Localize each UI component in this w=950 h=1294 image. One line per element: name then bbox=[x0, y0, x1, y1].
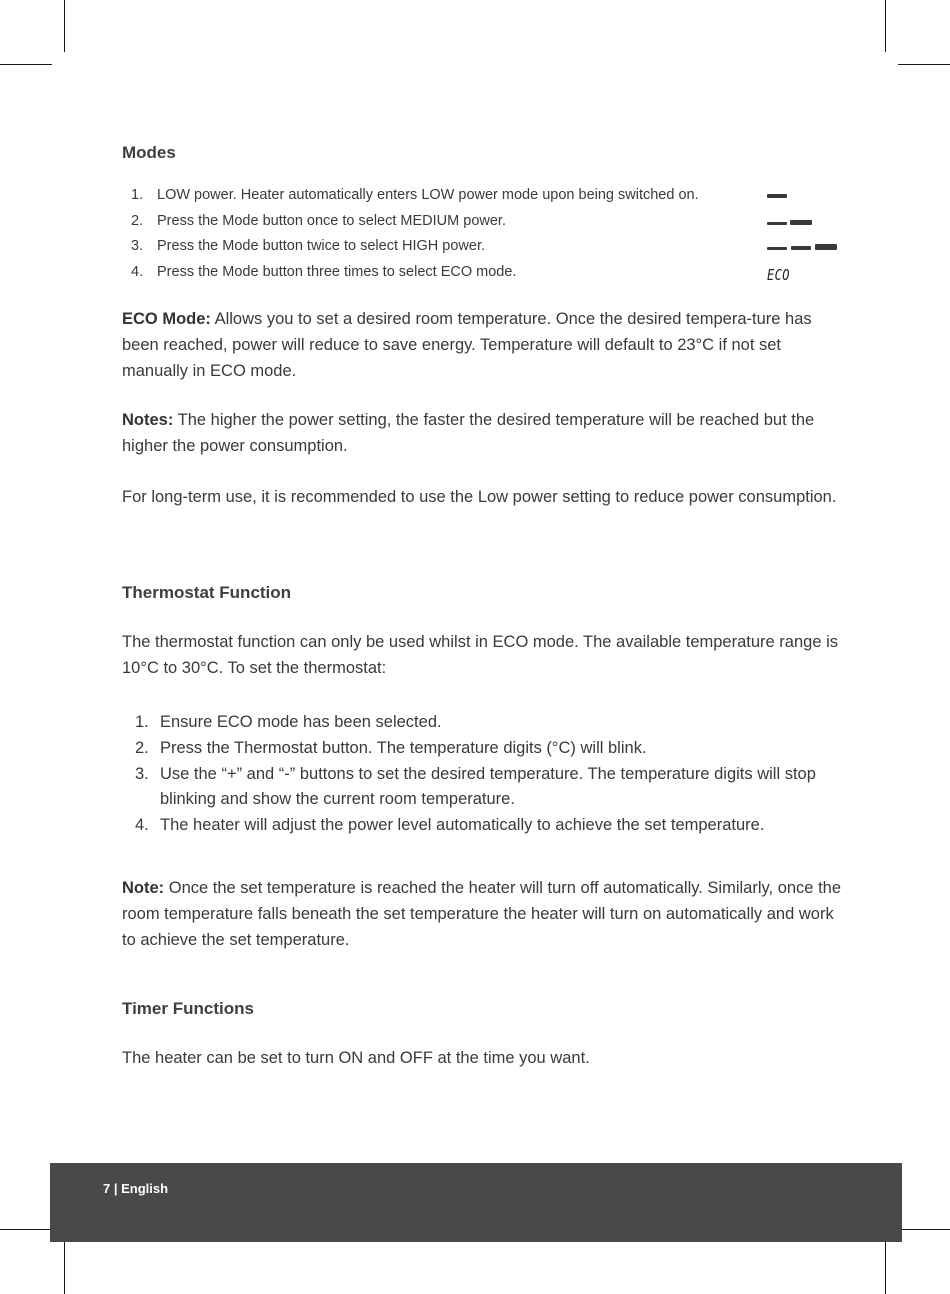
crop-mark bbox=[898, 64, 950, 65]
mode-item-medium bbox=[122, 209, 842, 235]
thermostat-heading: Thermostat Function bbox=[122, 583, 292, 602]
page-number: 7 bbox=[103, 1181, 111, 1196]
list-number: 3. bbox=[135, 764, 149, 783]
list-item bbox=[122, 813, 842, 839]
language-label: English bbox=[121, 1181, 169, 1196]
list-item bbox=[122, 736, 842, 762]
crop-mark bbox=[0, 1229, 52, 1230]
mode-item-high bbox=[122, 234, 842, 260]
timer-heading: Timer Functions bbox=[122, 999, 254, 1018]
mode-text: Press the Mode button three times to select ECO mode. bbox=[157, 263, 517, 280]
eco-mode-label: ECO Mode: bbox=[122, 310, 211, 328]
list-item bbox=[122, 710, 842, 736]
page-footer bbox=[50, 1163, 902, 1242]
thermostat-steps bbox=[122, 710, 842, 839]
list-number: 2. bbox=[135, 738, 149, 757]
note-label: Note: bbox=[122, 879, 165, 897]
long-term-paragraph: For long-term use, it is recommended to use the Low power setting to reduce power consumption. bbox=[122, 488, 837, 506]
crop-mark bbox=[885, 0, 886, 52]
eco-mode-paragraph bbox=[122, 307, 842, 384]
list-item bbox=[122, 762, 842, 814]
mode-text: LOW power. Heater automatically enters LOW power mode upon being switched on. bbox=[157, 187, 699, 203]
list-number: 3. bbox=[131, 238, 144, 254]
footer-separator: | bbox=[113, 1181, 118, 1196]
notes-text: The higher the power setting, the faster the desired temperature will be reached but the higher the power consumption. bbox=[122, 411, 815, 455]
crop-mark bbox=[64, 1242, 65, 1294]
list-number: 4. bbox=[135, 816, 149, 835]
step-text: The heater will adjust the power level automatically to achieve the set temperature. bbox=[160, 816, 765, 835]
notes-paragraph bbox=[122, 408, 842, 460]
thermostat-intro: The thermostat function can only be used whilst in ECO mode. The available temperature range is 10°C to 30°C. To set the thermostat: bbox=[122, 633, 838, 677]
timer-paragraph: The heater can be set to turn ON and OFF at the time you want. bbox=[122, 1049, 590, 1067]
eco-mode-text: Allows you to set a desired room temperature. Once the desired tempera-ture has been reached, power will reduce to save energy. Temperature will default to 23°C if not set manually in ECO mode. bbox=[122, 310, 812, 380]
list-number: 1. bbox=[135, 713, 149, 731]
list-number: 2. bbox=[131, 212, 144, 229]
note-text: Once the set temperature is reached the heater will turn off automatically. Similarly, once the room temperature falls beneath the set temperature the heater will turn on automatically and work to achieve the set temperature. bbox=[122, 879, 842, 949]
mode-text: Press the Mode button once to select MEDIUM power. bbox=[157, 212, 506, 229]
modes-heading: Modes bbox=[122, 143, 176, 162]
step-text: Ensure ECO mode has been selected. bbox=[160, 713, 442, 731]
crop-mark bbox=[885, 1242, 886, 1294]
modes-list bbox=[122, 183, 842, 285]
crop-mark bbox=[898, 1229, 950, 1230]
mode-text: Press the Mode button twice to select HIGH power. bbox=[157, 238, 486, 254]
step-text: Press the Thermostat button. The temperature digits (°C) will blink. bbox=[160, 738, 647, 757]
list-number: 4. bbox=[131, 263, 144, 280]
mode-item-low bbox=[122, 183, 842, 209]
mode-item-eco bbox=[122, 260, 842, 286]
crop-mark bbox=[64, 0, 65, 52]
list-number: 1. bbox=[131, 187, 144, 203]
notes-label: Notes: bbox=[122, 411, 174, 429]
eco-display-text: ECO bbox=[767, 265, 790, 284]
page-label bbox=[103, 1181, 168, 1196]
crop-mark bbox=[0, 64, 52, 65]
step-text: Use the “+” and “-” buttons to set the desired temperature. The temperature digits will stop blinking and show the current room temperature. bbox=[160, 764, 816, 809]
note-paragraph bbox=[122, 876, 842, 953]
